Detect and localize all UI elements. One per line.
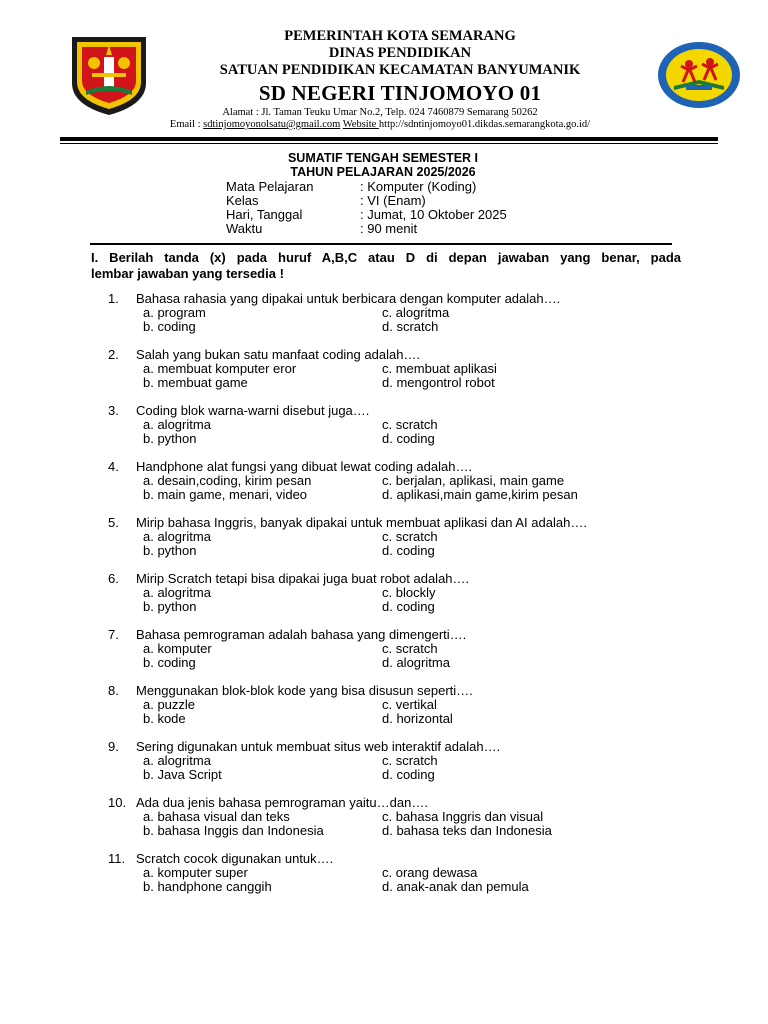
option-d: d. scratch (382, 319, 439, 334)
letterhead-divider-thick (60, 137, 718, 141)
option-b: b. python (143, 543, 197, 558)
question-number: 6. (108, 571, 119, 586)
question-text: Scratch cocok digunakan untuk…. (136, 851, 334, 866)
website-link[interactable]: http://sdntinjomoyo01.dikdas.semarangkota.go.id/ (378, 119, 591, 130)
question-number: 4. (108, 459, 119, 474)
question-number: 9. (108, 739, 119, 754)
exam-meta (226, 180, 507, 236)
option-a: a. komputer super (143, 865, 248, 880)
question-text: Bahasa rahasia yang dipakai untuk berbicara dengan komputer adalah…. (136, 291, 561, 306)
option-b: b. main game, menari, video (143, 487, 308, 502)
question-text: Bahasa pemrograman adalah bahasa yang dimengerti…. (136, 627, 467, 642)
option-a: a. alogritma (143, 529, 211, 544)
letterhead-unit: SATUAN PENDIDIKAN KECAMATAN BANYUMANIK (219, 62, 581, 78)
meta-row-class (226, 194, 507, 208)
option-c: c. scratch (382, 641, 438, 656)
question-text: Mirip Scratch tetapi bisa dipakai juga buat robot adalah…. (136, 571, 470, 586)
website-label: Website (342, 119, 379, 130)
question-text: Menggunakan blok-blok kode yang bisa disusun seperti…. (136, 683, 473, 698)
option-d: d. anak-anak dan pemula (382, 879, 529, 894)
meta-row-time (226, 222, 507, 236)
question-number: 5. (108, 515, 119, 530)
email-link[interactable]: sdtinjomoyonolsatu@gmail.com (203, 119, 341, 130)
question-item (0, 684, 768, 740)
question-number: 2. (108, 347, 119, 362)
option-a: a. program (143, 305, 206, 320)
option-c: c. alogritma (382, 305, 450, 320)
option-a: a. desain,coding, kirim pesan (143, 473, 312, 488)
option-c: c. bahasa Inggris dan visual (382, 809, 544, 824)
option-a: a. alogritma (143, 585, 211, 600)
meta-row-subject (226, 180, 507, 194)
meta-value: : Jumat, 10 Oktober 2025 (360, 207, 507, 222)
letterhead-department: DINAS PENDIDIKAN (328, 45, 472, 61)
question-number: 10. (108, 795, 127, 810)
meta-value: : VI (Enam) (360, 193, 426, 208)
question-number: 7. (108, 627, 119, 642)
question-text: Handphone alat fungsi yang dibuat lewat coding adalah…. (136, 459, 473, 474)
option-b: b. coding (143, 655, 196, 670)
option-b: b. handphone canggih (143, 879, 272, 894)
question-text: Salah yang bukan satu manfaat coding adalah…. (136, 347, 421, 362)
school-address: Alamat : Jl. Taman Teuku Umar No.2, Telp. 024 7460879 Semarang 50262 (222, 107, 538, 118)
meta-key: Kelas (226, 193, 259, 208)
instructions (91, 250, 681, 281)
question-number: 1. (108, 291, 119, 306)
question-text: Ada dua jenis bahasa pemrograman yaitu…dan…. (136, 795, 428, 810)
exam-title: SUMATIF TENGAH SEMESTER I (287, 151, 479, 165)
meta-value: : 90 menit (360, 221, 418, 236)
option-d: d. bahasa teks dan Indonesia (382, 823, 552, 838)
question-item (0, 404, 768, 460)
option-d: d. coding (382, 543, 435, 558)
question-number: 3. (108, 403, 119, 418)
option-d: d. aplikasi,main game,kirim pesan (382, 487, 578, 502)
option-b: b. Java Script (143, 767, 222, 782)
question-item (0, 460, 768, 516)
question-list (0, 292, 768, 908)
question-number: 11. (108, 851, 126, 866)
instructions-line: I. Berilah tanda (x) pada huruf A,B,C atau D di depan jawaban yang benar, pada (91, 250, 681, 265)
email-label: Email : (169, 119, 204, 130)
option-c: c. vertikal (382, 697, 437, 712)
option-a: a. bahasa visual dan teks (143, 809, 290, 824)
option-d: d. mengontrol robot (382, 375, 495, 390)
instructions-line: lembar jawaban yang tersedia ! (91, 265, 284, 281)
option-c: c. scratch (382, 417, 438, 432)
option-a: a. alogritma (143, 417, 211, 432)
option-b: b. python (143, 431, 197, 446)
option-a: a. membuat komputer eror (143, 361, 297, 376)
question-text: Mirip bahasa Inggris, banyak dipakai untuk membuat aplikasi dan AI adalah…. (136, 515, 587, 530)
question-item (0, 348, 768, 404)
option-c: c. membuat aplikasi (382, 361, 497, 376)
question-item (0, 628, 768, 684)
option-c: c. scratch (382, 753, 438, 768)
contact-line (80, 119, 680, 130)
option-a: a. alogritma (143, 753, 211, 768)
letterhead-divider-thin (60, 143, 718, 144)
option-d: d. alogritma (382, 655, 450, 670)
meta-row-date (226, 208, 507, 222)
meta-key: Hari, Tanggal (226, 207, 303, 222)
option-c: c. berjalan, aplikasi, main game (382, 473, 565, 488)
option-d: d. horizontal (382, 711, 453, 726)
option-b: b. python (143, 599, 197, 614)
option-c: c. blockly (382, 585, 436, 600)
option-d: d. coding (382, 767, 435, 782)
semarang-city-emblem-icon (68, 33, 150, 117)
question-text: Coding blok warna-warni disebut juga…. (136, 403, 370, 418)
question-number: 8. (108, 683, 119, 698)
option-a: a. komputer (143, 641, 212, 656)
question-item (0, 852, 768, 908)
question-item (0, 740, 768, 796)
option-b: b. coding (143, 319, 196, 334)
school-name: SD NEGERI TINJOMOYO 01 (258, 81, 542, 105)
question-item (0, 572, 768, 628)
option-b: b. kode (143, 711, 186, 726)
meta-key: Mata Pelajaran (226, 179, 314, 194)
option-c: c. scratch (382, 529, 438, 544)
school-logo-icon (656, 40, 742, 110)
academic-year: TAHUN PELAJARAN 2025/2026 (290, 165, 476, 179)
option-d: d. coding (382, 431, 435, 446)
option-c: c. orang dewasa (382, 865, 478, 880)
meta-value: : Komputer (Koding) (360, 179, 477, 194)
option-b: b. membuat game (143, 375, 248, 390)
letterhead-government: PEMERINTAH KOTA SEMARANG (284, 28, 516, 44)
option-b: b. bahasa Inggis dan Indonesia (143, 823, 324, 838)
meta-key: Waktu (226, 221, 263, 236)
question-text: Sering digunakan untuk membuat situs web interaktif adalah…. (136, 739, 501, 754)
question-item (0, 796, 768, 852)
section-divider (90, 243, 672, 245)
question-item (0, 292, 768, 348)
question-item (0, 516, 768, 572)
option-a: a. puzzle (143, 697, 196, 712)
option-d: d. coding (382, 599, 435, 614)
